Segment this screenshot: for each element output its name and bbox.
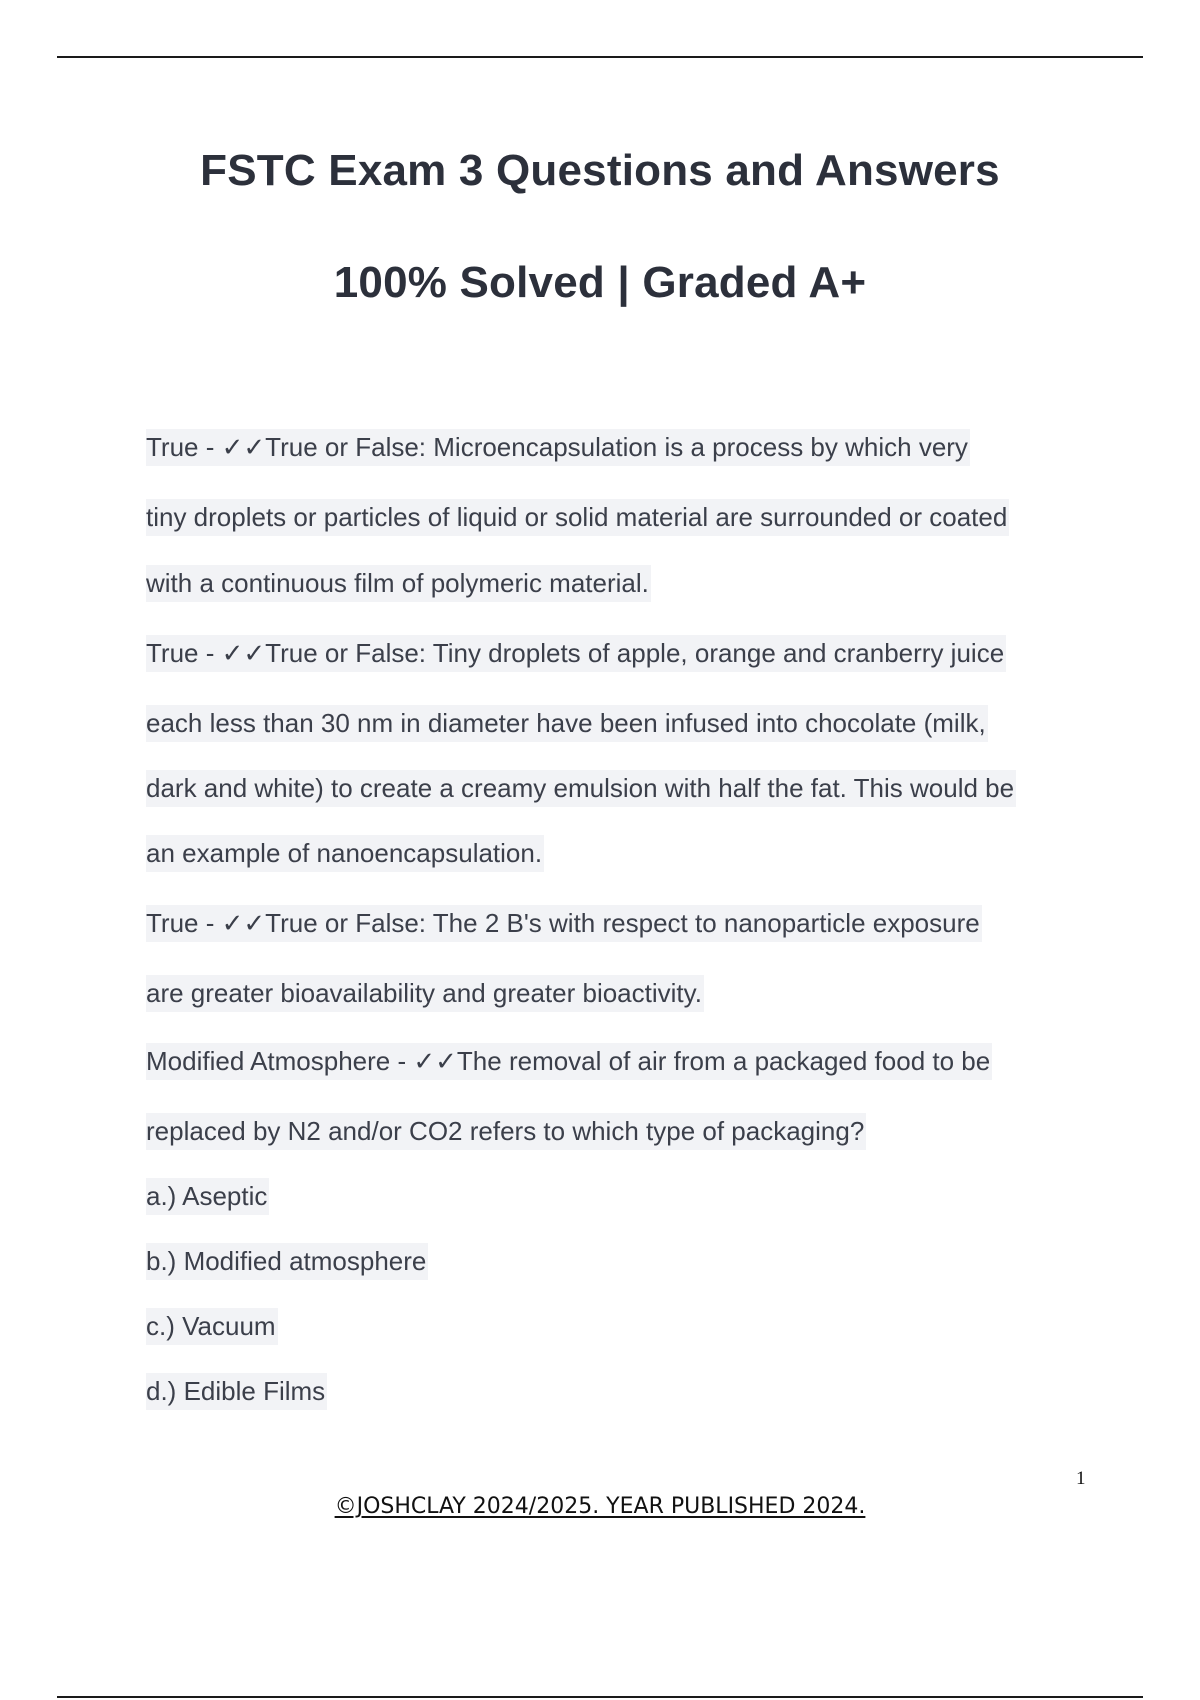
page-number: 1 <box>1076 1468 1086 1489</box>
qa-line: Modified Atmosphere - ✓✓The removal of air from a packaged food to be <box>146 1046 992 1077</box>
qa-line: True - ✓✓True or False: Microencapsulation is a process by which very <box>146 432 970 463</box>
qa-line: replaced by N2 and/or CO2 refers to which type of packaging? <box>146 1116 866 1147</box>
answer-option: d.) Edible Films <box>146 1376 327 1407</box>
qa-line: True - ✓✓True or False: Tiny droplets of apple, orange and cranberry juice <box>146 638 1006 669</box>
answer-option: c.) Vacuum <box>146 1311 278 1342</box>
top-rule <box>57 56 1143 58</box>
answer-option: b.) Modified atmosphere <box>146 1246 428 1277</box>
document-title-line-1: FSTC Exam 3 Questions and Answers <box>200 146 1000 195</box>
footer-text: ©JOSHCLAY 2024/2025. YEAR PUBLISHED 2024. <box>334 1494 866 1519</box>
document-title-line-2: 100% Solved | Graded A+ <box>333 258 867 307</box>
qa-line: dark and white) to create a creamy emulsion with half the fat. This would be <box>146 773 1016 804</box>
qa-line: an example of nanoencapsulation. <box>146 838 544 869</box>
qa-line: each less than 30 nm in diameter have been infused into chocolate (milk, <box>146 708 988 739</box>
copyright-footer <box>0 1494 1200 1519</box>
qa-line: tiny droplets or particles of liquid or solid material are surrounded or coated <box>146 502 1009 533</box>
qa-line: True - ✓✓True or False: The 2 B's with respect to nanoparticle exposure <box>146 908 982 939</box>
qa-line: are greater bioavailability and greater bioactivity. <box>146 978 704 1009</box>
answer-option: a.) Aseptic <box>146 1181 269 1212</box>
qa-line: with a continuous film of polymeric material. <box>146 568 651 599</box>
bottom-rule <box>57 1696 1143 1698</box>
